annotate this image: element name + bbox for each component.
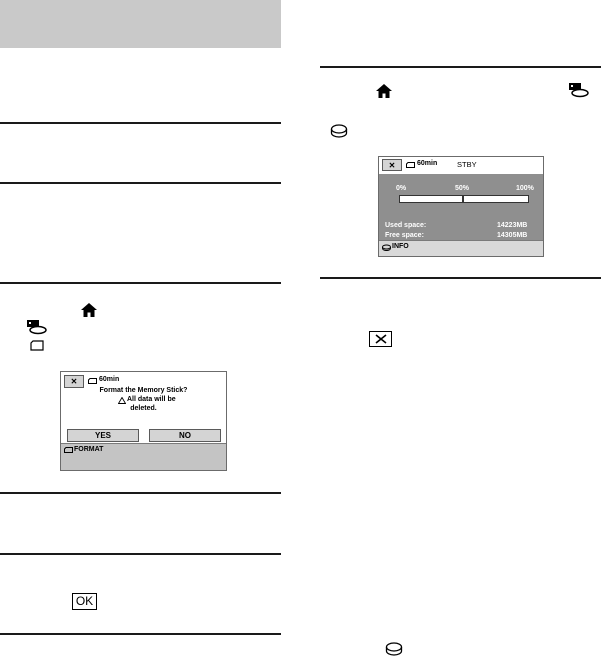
divider: [0, 182, 281, 184]
format-dialog-screen: [60, 371, 227, 471]
dialog-message-line3: deleted.: [130, 405, 157, 412]
hdd-icon: [330, 123, 348, 139]
memory-stick-icon: [406, 162, 415, 168]
memory-stick-disc-icon: [568, 82, 590, 98]
divider: [0, 553, 281, 555]
remaining-time: 60min: [99, 376, 120, 383]
hdd-icon: [385, 641, 403, 657]
remaining-time: 60min: [417, 160, 438, 167]
divider: [0, 122, 281, 124]
close-icon: ✕: [388, 161, 396, 170]
usage-bar: [399, 195, 529, 203]
status-text: STBY: [457, 160, 477, 169]
dialog-footer: [61, 443, 226, 470]
divider: [320, 277, 601, 279]
footer-label: FORMAT: [74, 446, 104, 453]
close-button[interactable]: [369, 331, 392, 347]
warning-icon: [118, 397, 126, 404]
media-info-screen: [378, 156, 544, 257]
memory-stick-icon: [30, 340, 44, 351]
home-icon: [375, 83, 393, 99]
scale-start-label: 0%: [396, 185, 407, 192]
divider: [0, 633, 281, 635]
divider: [0, 282, 281, 284]
scale-end-label: 100%: [516, 185, 534, 192]
section-header-band: [0, 0, 281, 48]
usage-bar-fill: [400, 196, 464, 202]
memory-stick-icon: [88, 378, 97, 384]
no-button[interactable]: NO: [149, 429, 221, 442]
close-button[interactable]: [382, 159, 402, 171]
free-space-label: Free space:: [385, 232, 424, 239]
ok-button[interactable]: OK: [72, 593, 97, 610]
info-panel: [379, 174, 543, 240]
dialog-message-line1: Format the Memory Stick?: [99, 387, 188, 394]
footer-label: INFO: [392, 243, 409, 250]
info-footer: [379, 240, 543, 256]
used-space-value: 14223MB: [497, 222, 528, 229]
free-space-value: 14305MB: [497, 232, 528, 239]
close-icon: ✕: [70, 377, 78, 386]
dialog-message-line2: All data will be: [127, 396, 176, 403]
divider: [0, 492, 281, 494]
used-space-label: Used space:: [385, 222, 427, 229]
hdd-icon: [382, 244, 391, 251]
home-icon: [80, 302, 98, 318]
scale-mid-label: 50%: [455, 185, 470, 192]
yes-button[interactable]: YES: [67, 429, 139, 442]
memory-stick-icon: [64, 447, 73, 453]
memory-stick-disc-icon: [26, 319, 48, 335]
close-icon: [375, 334, 387, 344]
divider: [320, 66, 601, 68]
